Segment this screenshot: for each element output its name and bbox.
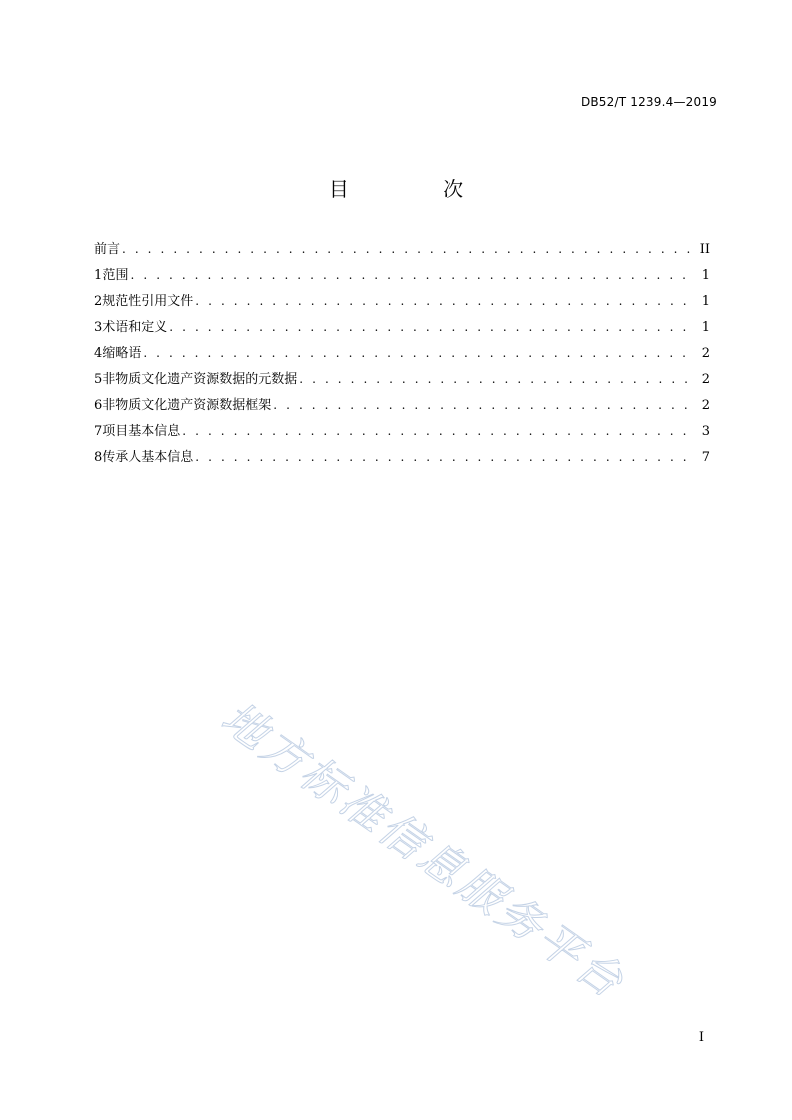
toc-leader-dots [131,262,694,288]
toc-entry-number: 7 [94,424,103,439]
toc-leader-dots [195,444,694,470]
toc-entry-label: 缩略语 [102,346,142,361]
toc-entry-page: 3 [701,424,710,439]
toc-entry-label: 项目基本信息 [102,424,181,439]
toc-entry-terms-definitions[interactable] [94,314,710,340]
toc-entry-project-info[interactable] [94,418,710,444]
toc-leader-dots [195,288,694,314]
toc-entry-label: 范围 [102,268,129,283]
toc-entry-page: 2 [701,346,710,361]
toc-entry-page: 1 [701,268,710,283]
toc-title: 目 次 [328,177,508,201]
toc-entry-number: 3 [94,320,103,335]
toc-entry-label: 非物质文化遗产资源数据框架 [102,398,272,413]
toc-entry-number: 6 [94,398,103,413]
toc-entry-scope[interactable] [94,262,710,288]
toc-entry-page: 1 [701,320,710,335]
toc-entry-label: 传承人基本信息 [102,450,194,465]
toc-entry-page: II [699,242,710,257]
toc-entry-number: 5 [94,372,103,387]
toc-leader-dots [169,314,694,340]
toc-entry-normative-references[interactable] [94,288,710,314]
watermark: 地方标准信息服务平台 [212,692,635,1010]
toc-leader-dots [299,366,694,392]
document-code: DB52/T 1239.4—2019 [580,95,717,109]
toc-entry-abbreviations[interactable] [94,340,710,366]
toc-list [94,236,710,470]
toc-leader-dots [182,418,694,444]
toc-leader-dots [273,392,694,418]
toc-entry-label: 术语和定义 [102,320,168,335]
page-number: I [698,1030,704,1045]
toc-leader-dots [122,236,694,262]
toc-entry-foreword[interactable] [94,236,710,262]
toc-entry-label: 前言 [94,242,121,257]
toc-entry-page: 2 [701,398,710,413]
toc-entry-metadata[interactable] [94,366,710,392]
toc-entry-label: 非物质文化遗产资源数据的元数据 [102,372,298,387]
toc-entry-number: 4 [94,346,103,361]
toc-entry-number: 1 [94,268,103,283]
toc-entry-data-framework[interactable] [94,392,710,418]
toc-entry-number: 8 [94,450,103,465]
toc-entry-page: 2 [701,372,710,387]
toc-entry-inheritor-info[interactable] [94,444,710,470]
toc-leader-dots [143,340,694,366]
toc-entry-label: 规范性引用文件 [102,294,194,309]
toc-entry-page: 1 [701,294,710,309]
toc-entry-page: 7 [701,450,710,465]
toc-entry-number: 2 [94,294,103,309]
